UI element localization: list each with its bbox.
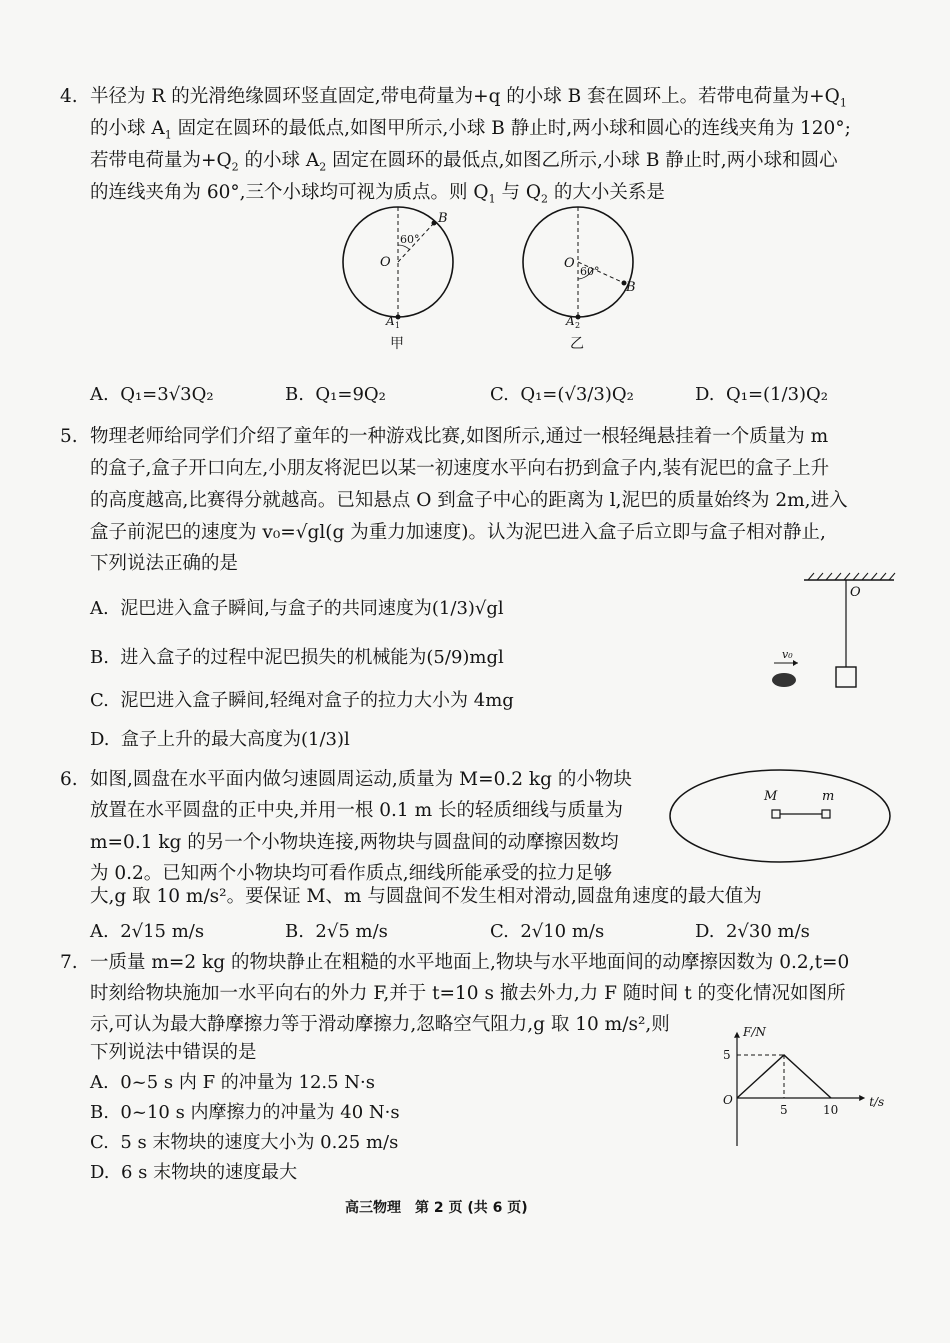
q7-line1: 一质量 m=2 kg 的物块静止在粗糙的水平地面上,物块与水平地面间的动摩擦因数为 0.2,t=0	[90, 952, 850, 973]
q4-figure-b	[520, 205, 660, 355]
q4-option-c: C. Q₁=(√3/3)Q₂	[490, 384, 634, 405]
q5-option-a: A. 泥巴进入盒子瞬间,与盒子的共同速度为(1/3)√gl	[90, 598, 504, 619]
q6-option-c: C. 2√10 m/s	[490, 921, 605, 942]
q5-line4: 盒子前泥巴的速度为 v₀=√gl(g 为重力加速度)。认为泥巴进入盒子后立即与盒子相对静止,	[90, 522, 826, 543]
q6-line2: 放置在水平圆盘的正中央,并用一根 0.1 m 长的轻质细线与质量为	[90, 800, 623, 821]
q7-line2: 时刻给物块施加一水平向右的外力 F,并于 t=10 s 撤去外力,力 F 随时间 t 的变化情况如图所	[90, 983, 846, 1004]
q5-line5: 下列说法正确的是	[90, 553, 239, 574]
q6-number: 6.	[60, 769, 78, 790]
q7-force-time-chart	[715, 1010, 895, 1150]
q5-figure	[760, 572, 900, 697]
q4-number: 4.	[60, 86, 78, 107]
q5-option-c: C. 泥巴进入盒子瞬间,轻绳对盒子的拉力大小为 4mg	[90, 690, 514, 711]
q7-number: 7.	[60, 952, 78, 973]
page-footer: 高三物理 第 2 页 (共 6 页)	[345, 1200, 528, 1216]
q4-option-b: B. Q₁=9Q₂	[285, 384, 386, 405]
q5-number: 5.	[60, 426, 78, 447]
q5-option-d: D. 盒子上升的最大高度为(1/3)l	[90, 729, 350, 750]
x-tick-5: 5	[780, 1103, 788, 1117]
caption-jia: 甲	[390, 336, 404, 352]
label-m: m	[822, 789, 835, 804]
q6-option-d: D. 2√30 m/s	[695, 921, 810, 942]
angle-label: 60°	[580, 265, 600, 278]
label-o: O	[380, 255, 391, 270]
mud-ball	[772, 673, 796, 687]
label-b: B	[626, 280, 636, 295]
block-m	[822, 810, 830, 818]
label-o: O	[564, 256, 575, 271]
q6-line3: m=0.1 kg 的另一个小物块连接,两物块与圆盘间的动摩擦因数均	[90, 832, 619, 853]
q5-line1: 物理老师给同学们介绍了童年的一种游戏比赛,如图所示,通过一根轻绳悬挂着一个质量为 m	[90, 426, 829, 447]
ceiling-hatch	[808, 573, 895, 580]
q4-line3: 若带电荷量为$+Q_2$ 的小球 $A_2$ 固定在圆环的最低点,如图乙所示,小球 B 静止时,两小球和圆心	[90, 150, 838, 174]
ball-a2	[576, 315, 581, 320]
q4-figure-a	[340, 205, 480, 355]
x-axis-label: t/s	[869, 1095, 885, 1109]
x-axis-arrow	[859, 1095, 865, 1101]
q4-line4: 的连线夹角为 60°,三个小球均可视为质点。则 $Q_1$ 与 $Q_2$ 的大小关系是	[90, 182, 665, 206]
q6-option-a: A. 2√15 m/s	[90, 921, 205, 942]
x-tick-10: 10	[823, 1103, 839, 1117]
label-a-sub: 2	[575, 321, 581, 330]
box	[836, 667, 856, 687]
label-o: O	[850, 585, 861, 600]
q6-line5: 大,g 取 10 m/s²。要保证 M、m 与圆盘间不发生相对滑动,圆盘角速度的最大值为	[90, 886, 762, 907]
q6-option-b: B. 2√5 m/s	[285, 921, 388, 942]
y-axis-label: F/N	[743, 1024, 766, 1039]
q7-option-a: A. 0~5 s 内 F 的冲量为 12.5 N·s	[90, 1072, 376, 1093]
ball-b	[432, 221, 437, 226]
block-M	[772, 810, 780, 818]
q5-option-b: B. 进入盒子的过程中泥巴损失的机械能为(5/9)mgl	[90, 647, 504, 668]
q5-line2: 的盒子,盒子开口向左,小朋友将泥巴以某一初速度水平向右扔到盒子内,装有泥巴的盒子上升	[90, 458, 830, 479]
q5-line3: 的高度越高,比赛得分就越高。已知悬点 O 到盒子中心的距离为 l,泥巴的质量始终为 2m,进入	[90, 490, 848, 511]
angle-label: 60°	[400, 233, 420, 246]
label-a-sub: 1	[395, 321, 401, 330]
q7-option-c: C. 5 s 末物块的速度大小为 0.25 m/s	[90, 1132, 399, 1153]
q6-line1: 如图,圆盘在水平面内做匀速圆周运动,质量为 M=0.2 kg 的小物块	[90, 769, 632, 790]
label-M: M	[764, 789, 778, 804]
q4-line1: 半径为 R 的光滑绝缘圆环竖直固定,带电荷量为+q 的小球 B 套在圆环上。若带电荷量为$+Q_1$	[90, 86, 847, 110]
label-a: A	[386, 314, 395, 328]
caption-yi: 乙	[570, 336, 584, 352]
q7-line3: 示,可认为最大静摩擦力等于滑动摩擦力,忽略空气阻力,g 取 10 m/s²,则	[90, 1014, 670, 1035]
q6-line4: 为 0.2。已知两个小物块均可看作质点,细线所能承受的拉力足够	[90, 863, 613, 884]
label-b: B	[438, 211, 448, 226]
origin-label: O	[723, 1093, 733, 1107]
y-tick-5: 5	[723, 1048, 731, 1062]
y-axis-arrow	[734, 1032, 740, 1038]
q4-line2: 的小球 $A_1$ 固定在圆环的最低点,如图甲所示,小球 B 静止时,两小球和圆心的连线夹角为 120°;	[90, 118, 851, 142]
q7-option-b: B. 0~10 s 内摩擦力的冲量为 40 N·s	[90, 1102, 400, 1123]
q7-option-d: D. 6 s 末物块的速度最大	[90, 1162, 298, 1183]
q6-figure	[668, 768, 898, 868]
arrow-head	[793, 660, 798, 666]
ball-a1	[396, 315, 401, 320]
q4-option-a: A. Q₁=3√3Q₂	[90, 384, 214, 405]
q7-line4: 下列说法中错误的是	[90, 1042, 257, 1063]
label-v0: v₀	[782, 648, 793, 661]
label-a: A	[566, 314, 575, 328]
q4-option-d: D. Q₁=(1/3)Q₂	[695, 384, 829, 405]
